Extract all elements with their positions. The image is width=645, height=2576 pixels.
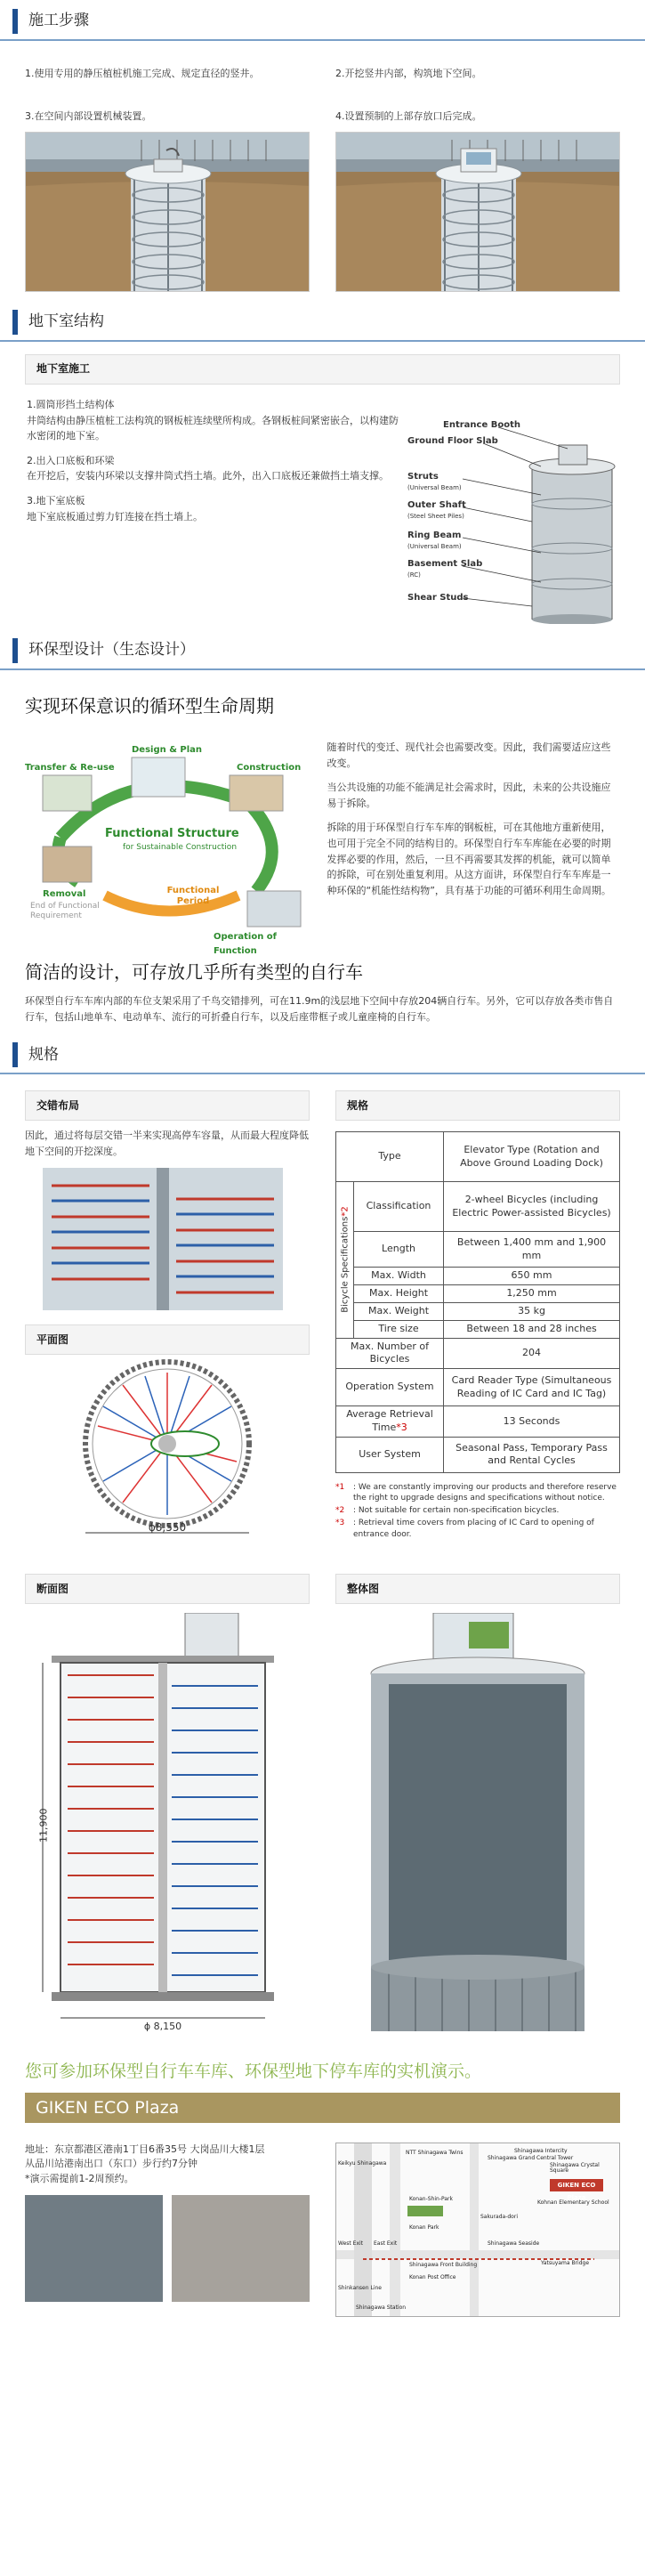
table-row (336, 1320, 620, 1338)
steps-images (0, 132, 645, 292)
table-cell: 13 Seconds (444, 1406, 620, 1438)
cycle-period: Functional Period (166, 886, 220, 906)
table-cell: Tire size (354, 1320, 444, 1338)
simple-body: 环保型自行车车库内部的车位支架采用了千鸟交错排列，可在11.9m的浅层地下空间中存放204辆自行车。另外，它可以存放各类市售自行车，包括山地单车、电动单车、流行的可折叠自行车，以及后座带框子或儿童座椅的自行车。 (25, 995, 614, 1023)
eco-p3: 拆除的用于环保型自行车车库的钢板桩，可在其他地方重新使用，也可用于完全不同的结构目的。环保型自行车车库能在必要的时期发挥必要的作用，然后，一旦不再需要其发挥的机能，就可以简单的拆除，可在别处重复利用。从这方面讲，环保型自行车车库是一种环保的“机能性结构物”，具有基于功能的可循环利用生命周期。 (327, 822, 611, 896)
map-labels: NTT Shinagawa Twins Shinagawa Intercity Konan-Shin-Park Konan Park Shinagawa Grand Central Tower Shinagawa Front Building Konan Post Office Shinagawa Station West Exit East Exit Keikyu Shinagawa Sakurada-dori Shinagawa Seaside Yatsuyama Bridge Kohnan Elementary School Shinagawa Crystal Square Shinkansen Line (338, 2147, 609, 2311)
plaza-address: 地址：东京都港区港南1丁目6番35号 大岗品川大楼1层 (25, 2143, 265, 2155)
plan-subhead: 平面图 (25, 1324, 310, 1355)
overall-drawing-col (335, 1574, 620, 2031)
table-row (336, 1232, 620, 1268)
construction-illustration-3 (25, 132, 310, 292)
section-title: 施工步骤 (28, 12, 89, 30)
table-cell: Seasonal Pass, Temporary Pass and Rental Cycles (444, 1437, 620, 1472)
eco-text (327, 740, 621, 949)
plaza-photo-car (172, 2195, 310, 2302)
section-title: 规格 (28, 1045, 59, 1064)
section-header-steps (0, 4, 645, 41)
table-row (336, 1406, 620, 1438)
spec-table (335, 1131, 620, 1473)
eco-p1: 随着时代的变迁、现代社会也需要改变。因此，我们需要适应这些改变。 (327, 741, 611, 769)
eco-block (0, 740, 645, 956)
drawings-row (0, 1574, 645, 2031)
table-row (336, 1437, 620, 1472)
table-row (336, 1338, 620, 1369)
spec-table-subhead: 规格 (335, 1090, 620, 1121)
cycle-removal: Removal (43, 889, 86, 899)
table-row (336, 1369, 620, 1406)
table-cell: 35 kg (444, 1302, 620, 1320)
eco-p2: 当公共设施的功能不能满足社会需求时，因此，未来的公共设施应易于拆除。 (327, 782, 611, 809)
table-cell: Elevator Type (Rotation and Above Ground Loading Dock) (444, 1132, 620, 1182)
basement-text (25, 397, 399, 624)
table-row (336, 1268, 620, 1285)
table-cell: Max. Weight (354, 1302, 444, 1320)
cycle-design: Design & Plan (132, 745, 203, 755)
access-map (335, 2143, 620, 2317)
table-cell: Operation System (336, 1369, 444, 1406)
section-width-dimension: ϕ 8,150 (143, 2021, 182, 2033)
note-1: *1 : We are constantly improving our products and therefore reserve the right to upgrade designs and specifications without notice. (335, 1482, 617, 1503)
basement-p2-body: 在开挖后，安装内环梁以支撑井筒式挡土墙。此外，出入口底板还兼做挡土墙支撑。 (27, 470, 389, 482)
lifecycle-diagram (25, 740, 318, 956)
table-cell: Max. Width (354, 1268, 444, 1285)
section-marker (12, 9, 18, 34)
table-cell: Max. Height (354, 1285, 444, 1303)
table-row (336, 1302, 620, 1320)
table-cell: 1,250 mm (444, 1285, 620, 1303)
section-title: 地下室结构 (28, 312, 104, 331)
basement-subhead: 地下室施工 (25, 354, 620, 385)
cycle-operation: Operation of Function (214, 932, 278, 956)
construction-illustration-4 (335, 132, 620, 292)
table-cell: Classification (354, 1182, 444, 1232)
label-ring-beam: Ring Beam (Universal Beam) (407, 531, 462, 550)
table-row (336, 1182, 620, 1232)
spec-row (0, 1090, 645, 1542)
plaza-access: 从品川站港南出口（东口）步行约7分钟 (25, 2158, 198, 2170)
table-cell: User System (336, 1437, 444, 1472)
table-row (336, 1132, 620, 1182)
steps-row-2 (0, 100, 645, 128)
table-cell: 204 (444, 1338, 620, 1369)
step-3-text: 3.在空间内部设置机械装置。 (25, 110, 152, 122)
spec-table-wrap (335, 1131, 620, 1539)
table-cell: Average Retrieval Time*3 (336, 1406, 444, 1438)
spec-notes (335, 1482, 620, 1540)
simple-title: 简洁的设计，可存放几乎所有类型的自行车 (25, 961, 363, 983)
layout-subhead: 交错布局 (25, 1090, 310, 1121)
cycle-center-2: for Sustainable Construction (123, 843, 238, 852)
cycle-transfer: Transfer & Re-use (25, 763, 115, 773)
section-marker (12, 638, 18, 663)
table-cell: 650 mm (444, 1268, 620, 1285)
section-drawing-subhead: 断面图 (25, 1574, 310, 1604)
plan-drawing (25, 1355, 310, 1542)
plaza-name-bar: GIKEN ECO Plaza (25, 2093, 620, 2123)
plaza-row (0, 2143, 645, 2317)
overall-illustration (335, 1613, 620, 2031)
plaza-photos (25, 2195, 310, 2302)
label-outer-shaft: Outer Shaft (Steel Sheet Piles) (407, 500, 466, 520)
steps-row-1 (0, 57, 645, 85)
table-cell: Max. Number of Bicycles (336, 1338, 444, 1369)
section-title: 环保型设计（生态设计） (28, 641, 195, 660)
cycle-center-1: Functional Structure (105, 827, 239, 840)
label-shear-studs: Shear Studs (407, 593, 469, 603)
step-1-text: 1.使用专用的静压植桩机施工完成、规定直径的竖井。 (25, 68, 260, 79)
step-4-text: 4.设置预制的上部存放口后完成。 (335, 110, 482, 122)
table-row (336, 1285, 620, 1303)
cycle-construction: Construction (237, 763, 302, 773)
table-cell: Between 18 and 28 inches (444, 1320, 620, 1338)
spec-right-col (335, 1090, 620, 1542)
table-cell: Card Reader Type (Simultaneous Reading of IC Card and IC Tag) (444, 1369, 620, 1406)
section-height-dimension: 11,900 (37, 1808, 50, 1843)
basement-block (0, 342, 645, 624)
section-marker (12, 1042, 18, 1067)
demo-invite: 您可参加环保型自行车车库、环保型地下停车库的实机演示。 (25, 2062, 482, 2082)
section-header-basement (0, 304, 645, 342)
rack-photo (43, 1168, 283, 1310)
cycle-end: End of Functional Requirement (30, 902, 100, 920)
table-cell: Between 1,400 mm and 1,900 mm (444, 1232, 620, 1268)
section-drawing-col (25, 1574, 310, 2031)
spec-left-col (25, 1090, 310, 1542)
basement-p3-body: 地下室底板通过剪力钉连接在挡土墙上。 (27, 510, 203, 522)
cycle-title: 实现环保意识的循环型生命周期 (25, 695, 274, 717)
overall-subhead: 整体图 (335, 1574, 620, 1604)
basement-diagram (399, 397, 620, 624)
plaza-text (25, 2143, 310, 2187)
section-marker (12, 310, 18, 335)
note-2: *2 : Not suitable for certain non-specification bicycles. (335, 1506, 560, 1516)
section-drawing (25, 1613, 310, 2031)
page (0, 4, 645, 2317)
section-header-eco (0, 633, 645, 670)
section-header-spec (0, 1037, 645, 1074)
plaza-photo-interior (25, 2195, 163, 2302)
label-ground-floor-slab: Ground Floor Slab (407, 436, 498, 446)
bike-spec-vertical-label: Bicycle Specifications*2 (336, 1182, 354, 1338)
map-marker-label: GIKEN ECO Plaza (557, 2181, 596, 2201)
label-struts: Struts (Universal Beam) (407, 472, 462, 491)
step-2-text: 2.开挖竖井内部，构筑地下空间。 (335, 68, 482, 79)
basement-p1-title: 1.圆筒形挡土结构体 (27, 399, 115, 410)
plaza-note: *演示需提前1-2周预约。 (25, 2172, 134, 2184)
basement-p2-title: 2.出入口底板和环梁 (27, 454, 115, 466)
plaza-info (25, 2143, 310, 2317)
layout-body: 因此，通过将每层交错一半来实现高停车容量，从而最大程度降低地下空间的开挖深度。 (25, 1130, 309, 1157)
basement-p1-body: 井筒结构由静压植桩工法构筑的钢板桩连续壁所构成。各钢板桩间紧密嵌合，以构建防水密闭的地下室。 (27, 414, 399, 442)
label-basement-slab: Basement Slab (RC) (407, 559, 483, 579)
table-cell: Length (354, 1232, 444, 1268)
note-3: *3 : Retrieval time covers from placing of IC Card to opening of entrance door. (335, 1519, 594, 1539)
label-entrance-booth: Entrance Booth (443, 420, 520, 430)
table-cell: Type (336, 1132, 444, 1182)
table-cell: 2-wheel Bicycles (including Electric Power-assisted Bicycles) (444, 1182, 620, 1232)
plan-dimension: ϕ8,550 (148, 1521, 187, 1535)
basement-p3-title: 3.地下室底板 (27, 494, 85, 506)
